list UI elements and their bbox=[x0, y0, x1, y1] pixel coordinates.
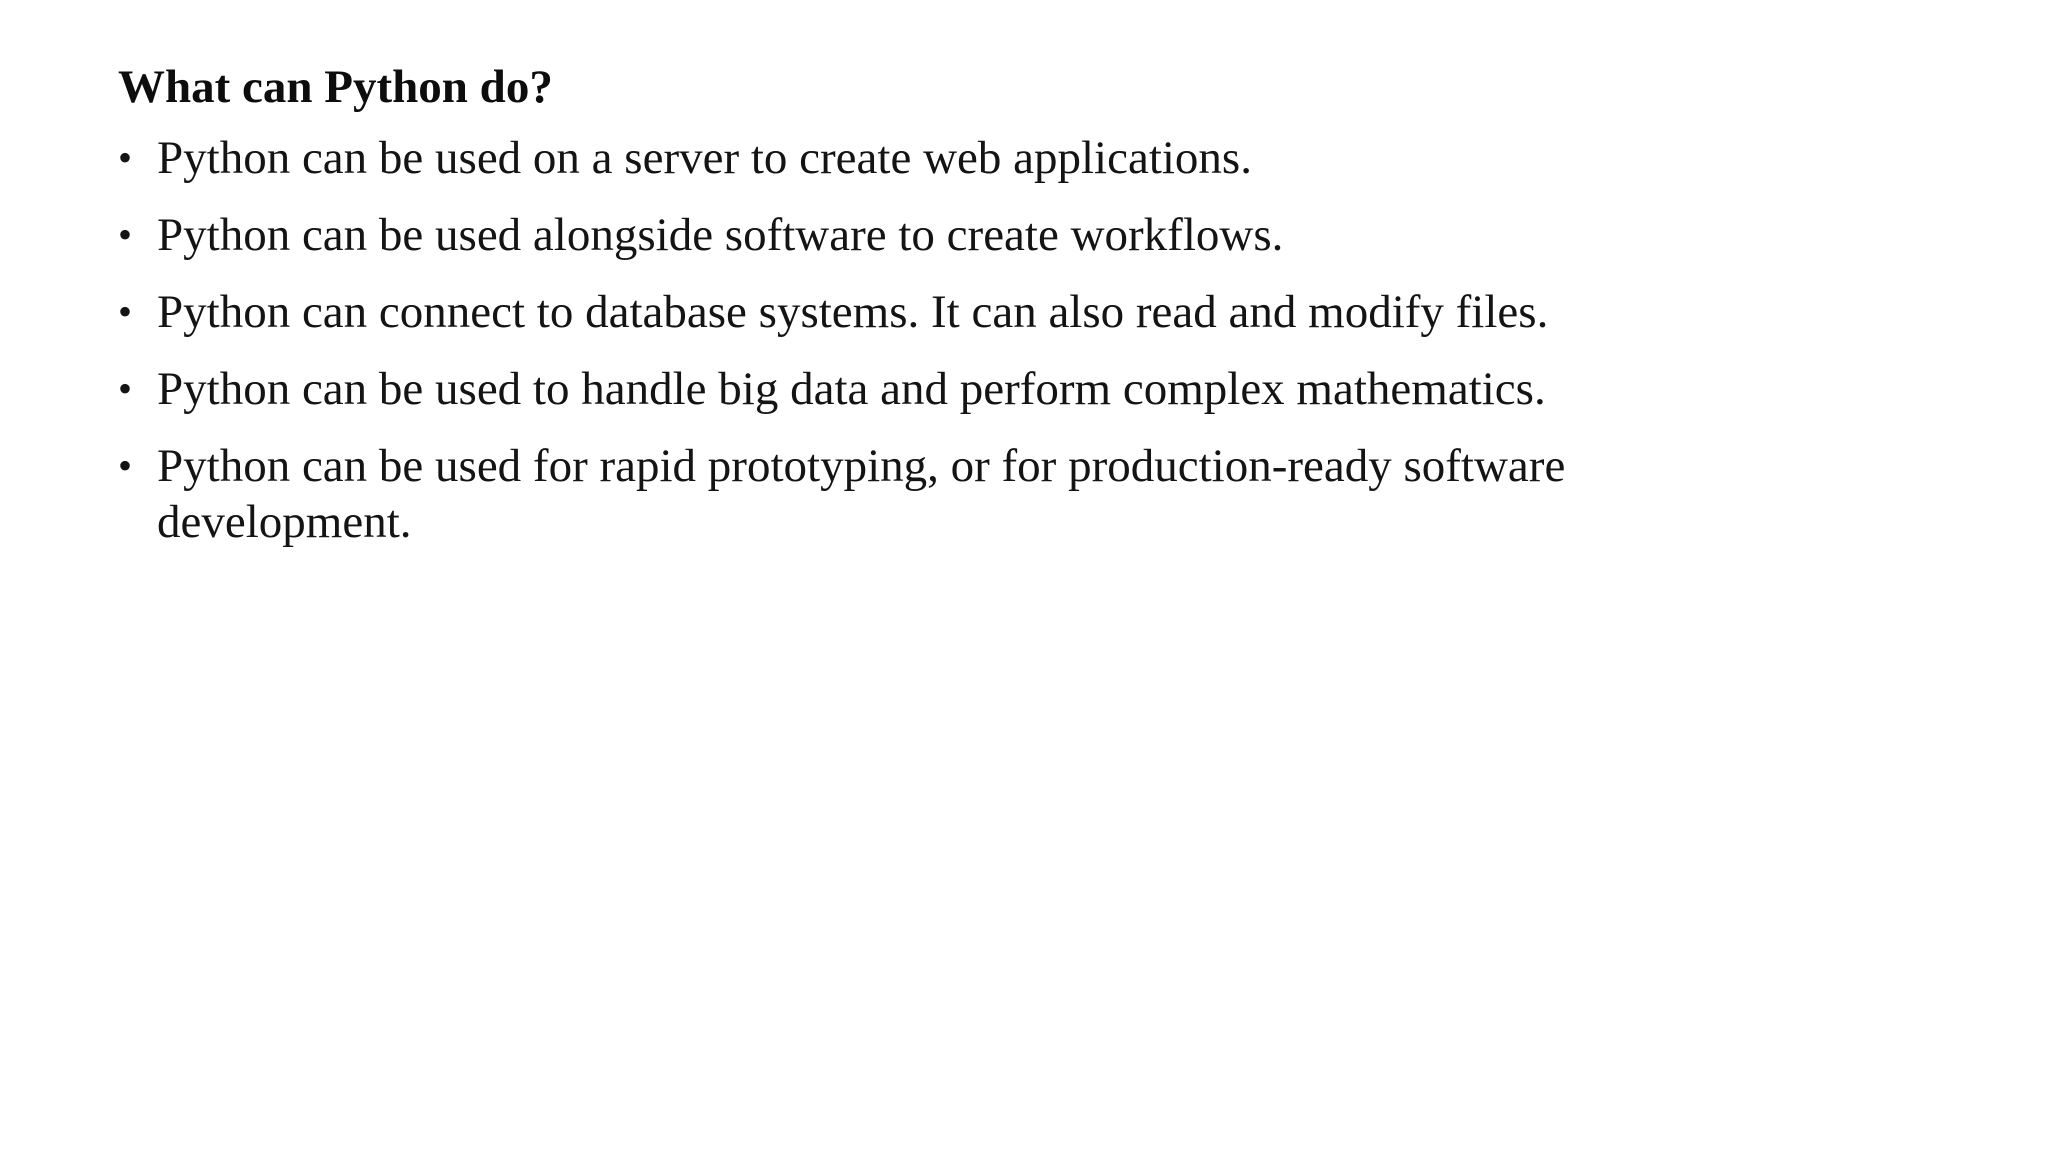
slide-content bbox=[118, 56, 1758, 571]
bullet-text: Python can be used to handle big data and perform complex mathematics. bbox=[157, 363, 1546, 415]
bullet-text: Python can be used alongside software to create workflows. bbox=[157, 209, 1284, 261]
bullet-icon: • bbox=[118, 289, 133, 334]
bullet-icon: • bbox=[118, 443, 133, 488]
bullet-item bbox=[118, 130, 1758, 186]
bullet-text: Python can be used for rapid prototyping, or for production-ready software development. bbox=[157, 440, 1566, 548]
bullet-list bbox=[118, 130, 1758, 550]
slide-title: What can Python do? bbox=[118, 61, 553, 113]
bullet-text: Python can connect to database systems. It can also read and modify files. bbox=[157, 286, 1549, 338]
bullet-icon: • bbox=[118, 212, 133, 257]
bullet-item bbox=[118, 284, 1758, 340]
bullet-item bbox=[118, 207, 1758, 263]
bullet-item bbox=[118, 361, 1758, 417]
bullet-icon: • bbox=[118, 366, 133, 411]
bullet-text: Python can be used on a server to create web applications. bbox=[157, 132, 1252, 184]
bullet-item bbox=[118, 438, 1758, 550]
bullet-icon: • bbox=[118, 135, 133, 180]
